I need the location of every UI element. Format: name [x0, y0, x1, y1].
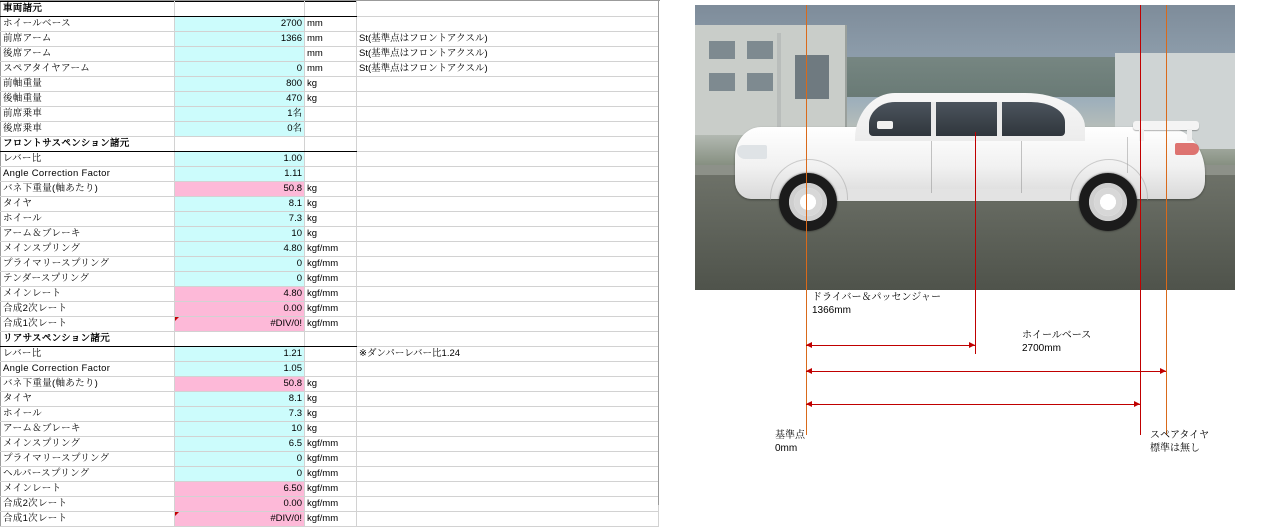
spec-row	[1, 167, 659, 182]
cell-empty[interactable]	[305, 137, 357, 152]
spec-unit[interactable]: kgf/mm	[305, 452, 357, 467]
spec-row	[1, 392, 659, 407]
caption-driver-passenger-value: 1366mm	[812, 304, 851, 316]
spec-note[interactable]	[357, 392, 659, 407]
spec-row	[1, 437, 659, 452]
spec-label[interactable]: 合成2次レート	[1, 302, 175, 317]
spec-note[interactable]	[357, 287, 659, 302]
spec-label[interactable]: ホイール	[1, 212, 175, 227]
spec-label[interactable]: Angle Correction Factor	[1, 167, 175, 182]
spec-unit[interactable]	[305, 107, 357, 122]
spec-value[interactable]: #DIV/0!	[175, 512, 305, 527]
cell-empty[interactable]	[305, 2, 357, 17]
spec-unit[interactable]	[305, 152, 357, 167]
spec-label[interactable]: 後席アーム	[1, 47, 175, 62]
caption-spare-tire-value: 標準は無し	[1150, 442, 1200, 454]
section-header-row	[1, 332, 659, 347]
spec-unit[interactable]	[305, 362, 357, 377]
spec-label[interactable]: メインレート	[1, 287, 175, 302]
spec-value[interactable]: 1.11	[175, 167, 305, 182]
section-header-row	[1, 2, 659, 17]
spec-label[interactable]: スペアタイヤアーム	[1, 62, 175, 77]
spec-label[interactable]: タイヤ	[1, 197, 175, 212]
spec-label[interactable]: メインスプリング	[1, 242, 175, 257]
spec-value[interactable]: 4.80	[175, 242, 305, 257]
spec-value[interactable]: 0名	[175, 122, 305, 137]
spec-note[interactable]	[357, 467, 659, 482]
spec-unit[interactable]: kg	[305, 392, 357, 407]
spec-value[interactable]: #DIV/0!	[175, 317, 305, 332]
caption-wheelbase-value: 2700mm	[1022, 342, 1061, 354]
spec-unit[interactable]: kg	[305, 77, 357, 92]
spec-unit[interactable]: kg	[305, 212, 357, 227]
rear-axle-vertical-line	[1166, 5, 1167, 435]
spec-row	[1, 482, 659, 497]
cell-empty[interactable]	[357, 137, 659, 152]
spec-value[interactable]: 0	[175, 257, 305, 272]
spec-note[interactable]	[357, 152, 659, 167]
spec-note[interactable]	[357, 407, 659, 422]
spec-value[interactable]: 0.00	[175, 497, 305, 512]
spec-note[interactable]	[357, 302, 659, 317]
section-title: リアサスペンション諸元	[1, 332, 175, 347]
spec-unit[interactable]: kg	[305, 422, 357, 437]
spec-row	[1, 17, 659, 32]
cell-empty[interactable]	[357, 2, 659, 17]
spec-row	[1, 497, 659, 512]
spec-unit[interactable]: kgf/mm	[305, 302, 357, 317]
spec-unit[interactable]: kg	[305, 182, 357, 197]
spec-unit[interactable]	[305, 347, 357, 362]
spec-row	[1, 422, 659, 437]
spec-note[interactable]	[357, 272, 659, 287]
spec-value[interactable]: 2700	[175, 17, 305, 32]
spec-note[interactable]	[357, 257, 659, 272]
section-title: 車両諸元	[1, 2, 175, 17]
caption-driver-passenger-text: ドライバー＆パッセンジャー	[812, 292, 942, 303]
spec-row	[1, 152, 659, 167]
spec-note[interactable]	[357, 437, 659, 452]
spec-value[interactable]: 0	[175, 272, 305, 287]
spec-row	[1, 197, 659, 212]
spec-unit[interactable]: mm	[305, 47, 357, 62]
spec-row	[1, 287, 659, 302]
spec-note[interactable]	[357, 242, 659, 257]
spec-note[interactable]	[357, 107, 659, 122]
spec-row	[1, 182, 659, 197]
spec-value[interactable]: 6.5	[175, 437, 305, 452]
spec-unit[interactable]: kg	[305, 92, 357, 107]
spec-unit[interactable]: kgf/mm	[305, 272, 357, 287]
spec-row	[1, 512, 659, 527]
spec-unit[interactable]: mm	[305, 62, 357, 77]
spec-unit[interactable]: kgf/mm	[305, 242, 357, 257]
spec-unit[interactable]: kgf/mm	[305, 497, 357, 512]
spec-value[interactable]: 800	[175, 77, 305, 92]
spec-value[interactable]: 1.05	[175, 362, 305, 377]
spec-row	[1, 107, 659, 122]
spec-label[interactable]: 前席アーム	[1, 32, 175, 47]
spec-value[interactable]: 7.3	[175, 212, 305, 227]
spec-label[interactable]: ホイールベース	[1, 17, 175, 32]
diagram-panel	[660, 0, 1264, 505]
spec-unit[interactable]: kgf/mm	[305, 482, 357, 497]
spec-label[interactable]: メインレート	[1, 482, 175, 497]
spec-note[interactable]	[357, 77, 659, 92]
cell-empty[interactable]	[175, 2, 305, 17]
spec-row	[1, 47, 659, 62]
spec-row	[1, 317, 659, 332]
spec-note[interactable]	[357, 197, 659, 212]
spec-unit[interactable]: kg	[305, 407, 357, 422]
spec-value[interactable]: 1366	[175, 32, 305, 47]
spec-label[interactable]: レバー比	[1, 152, 175, 167]
dimension-wheelbase	[806, 371, 1166, 372]
spec-value[interactable]: 7.3	[175, 407, 305, 422]
spec-value[interactable]: 10	[175, 227, 305, 242]
spec-unit[interactable]: kg	[305, 197, 357, 212]
spec-unit[interactable]: kgf/mm	[305, 512, 357, 527]
spec-note[interactable]: St(基準点はフロントアクスル)	[357, 47, 659, 62]
spec-unit[interactable]	[305, 167, 357, 182]
spec-value[interactable]: 50.8	[175, 377, 305, 392]
section-title: フロントサスペンション諸元	[1, 137, 175, 152]
spec-label[interactable]: プライマリースプリング	[1, 257, 175, 272]
spec-label[interactable]: 合成2次レート	[1, 497, 175, 512]
spec-label[interactable]: 合成1次レート	[1, 512, 175, 527]
spec-row	[1, 407, 659, 422]
spec-value[interactable]	[175, 47, 305, 62]
spec-row	[1, 32, 659, 47]
spec-label[interactable]: 後軸重量	[1, 92, 175, 107]
spec-label[interactable]: プライマリースプリング	[1, 452, 175, 467]
spec-value[interactable]: 10	[175, 422, 305, 437]
spec-unit[interactable]: kgf/mm	[305, 257, 357, 272]
spec-row	[1, 467, 659, 482]
spec-label[interactable]: バネ下重量(軸あたり)	[1, 182, 175, 197]
caption-datum-text: 基準点	[775, 430, 805, 441]
spec-row	[1, 77, 659, 92]
spec-row	[1, 227, 659, 242]
spec-value[interactable]: 1.21	[175, 347, 305, 362]
caption-spare-tire	[1150, 430, 1209, 455]
spec-value[interactable]: 6.50	[175, 482, 305, 497]
spec-value[interactable]: 0	[175, 62, 305, 77]
spec-note[interactable]: St(基準点はフロントアクスル)	[357, 62, 659, 77]
spec-unit[interactable]: kgf/mm	[305, 287, 357, 302]
spec-note[interactable]: ※ダンパーレバー比1.24	[357, 347, 659, 362]
spec-note[interactable]: St(基準点はフロントアクスル)	[357, 32, 659, 47]
spec-note[interactable]	[357, 92, 659, 107]
spec-row	[1, 302, 659, 317]
spec-value[interactable]: 1.00	[175, 152, 305, 167]
spec-note[interactable]	[357, 182, 659, 197]
spec-unit[interactable]: mm	[305, 32, 357, 47]
spec-value[interactable]: 8.1	[175, 392, 305, 407]
spec-row	[1, 377, 659, 392]
spec-note[interactable]	[357, 17, 659, 32]
spec-value[interactable]: 4.80	[175, 287, 305, 302]
spec-label[interactable]: 前席乗車	[1, 107, 175, 122]
spec-label[interactable]: バネ下重量(軸あたり)	[1, 377, 175, 392]
spec-label[interactable]: テンダースプリング	[1, 272, 175, 287]
spec-unit[interactable]: kg	[305, 227, 357, 242]
spec-row	[1, 62, 659, 77]
cell-empty[interactable]	[175, 332, 305, 347]
driver-vertical-line	[975, 132, 976, 354]
caption-datum-value: 0mm	[775, 442, 798, 454]
spec-label[interactable]: ヘルパースプリング	[1, 467, 175, 482]
spec-note[interactable]	[357, 452, 659, 467]
spec-value[interactable]: 0	[175, 452, 305, 467]
spec-value[interactable]: 50.8	[175, 182, 305, 197]
spec-value[interactable]: 1名	[175, 107, 305, 122]
spec-note[interactable]	[357, 362, 659, 377]
spec-label[interactable]: タイヤ	[1, 392, 175, 407]
spec-row	[1, 272, 659, 287]
spec-label[interactable]: ホイール	[1, 407, 175, 422]
spec-note[interactable]	[357, 482, 659, 497]
spec-note[interactable]	[357, 422, 659, 437]
spec-unit[interactable]: kgf/mm	[305, 437, 357, 452]
spec-unit[interactable]: kg	[305, 377, 357, 392]
spec-label[interactable]: アーム＆ブレーキ	[1, 227, 175, 242]
spec-row	[1, 257, 659, 272]
spec-row	[1, 92, 659, 107]
spec-note[interactable]	[357, 122, 659, 137]
spec-row	[1, 347, 659, 362]
spec-value[interactable]: 8.1	[175, 197, 305, 212]
spec-row	[1, 212, 659, 227]
spec-label[interactable]: Angle Correction Factor	[1, 362, 175, 377]
spec-value[interactable]: 0.00	[175, 302, 305, 317]
spec-label[interactable]: メインスプリング	[1, 437, 175, 452]
cell-empty[interactable]	[357, 332, 659, 347]
spec-row	[1, 452, 659, 467]
spec-note[interactable]	[357, 212, 659, 227]
spec-value[interactable]: 0	[175, 467, 305, 482]
spec-note[interactable]	[357, 317, 659, 332]
dimension-spare-tire	[806, 404, 1140, 405]
spec-note[interactable]	[357, 227, 659, 242]
cell-empty[interactable]	[305, 332, 357, 347]
spec-unit[interactable]: mm	[305, 17, 357, 32]
sheet-right-border	[658, 0, 659, 505]
car-photo	[695, 5, 1235, 290]
dimension-driver-arm	[806, 345, 975, 346]
spec-unit[interactable]	[305, 122, 357, 137]
spec-label[interactable]: 前軸重量	[1, 77, 175, 92]
caption-wheelbase	[1022, 330, 1091, 355]
spec-unit[interactable]: kgf/mm	[305, 467, 357, 482]
spec-value[interactable]: 470	[175, 92, 305, 107]
spec-unit[interactable]: kgf/mm	[305, 317, 357, 332]
caption-datum	[775, 430, 805, 455]
section-header-row	[1, 137, 659, 152]
caption-spare-tire-text: スペアタイヤ	[1150, 430, 1210, 441]
spec-note[interactable]	[357, 497, 659, 512]
spec-note[interactable]	[357, 512, 659, 527]
spec-table[interactable]	[0, 1, 659, 527]
spec-row	[1, 242, 659, 257]
spec-note[interactable]	[357, 167, 659, 182]
spec-label[interactable]: 後席乗車	[1, 122, 175, 137]
spec-label[interactable]: アーム＆ブレーキ	[1, 422, 175, 437]
caption-driver-passenger	[812, 292, 941, 317]
cell-empty[interactable]	[175, 137, 305, 152]
spec-row	[1, 122, 659, 137]
spec-row	[1, 362, 659, 377]
spec-label[interactable]: レバー比	[1, 347, 175, 362]
caption-wheelbase-text: ホイールベース	[1022, 330, 1092, 341]
spec-note[interactable]	[357, 377, 659, 392]
spec-label[interactable]: 合成1次レート	[1, 317, 175, 332]
